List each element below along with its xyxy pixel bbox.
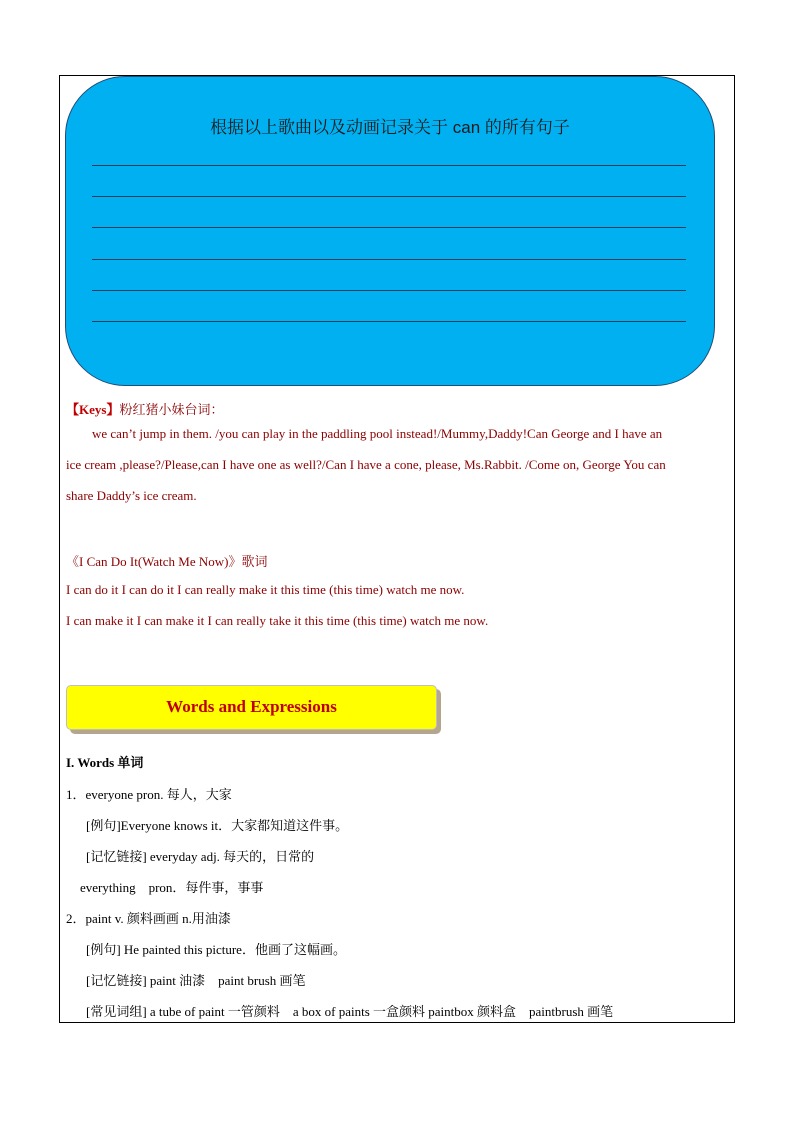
word-example: [例句]Everyone knows it．大家都知道这件事。 — [86, 818, 349, 833]
keys-label: Keys — [79, 402, 107, 417]
keys-bracket-open: 【 — [66, 402, 80, 417]
keys-line: ice cream ,please?/Please,can I have one as well?/Can I have a cone, please, Ms.Rabbit. /Come on, George You can — [66, 457, 666, 472]
word-example: [例句] He painted this picture．他画了这幅画。 — [86, 942, 346, 957]
word-related: everything pron．每件事，事事 — [80, 880, 264, 895]
word-entry: 1．everyone pron. 每人，大家 — [66, 787, 232, 802]
keys-bracket-close: 】 — [106, 402, 120, 417]
word-memory-link: [记忆链接] paint 油漆 paint brush 画笔 — [86, 973, 306, 988]
writing-prompt-box — [65, 76, 715, 386]
keys-line: share Daddy’s ice cream. — [66, 488, 197, 503]
writing-line[interactable] — [92, 227, 686, 228]
writing-line[interactable] — [92, 290, 686, 291]
song-lyric: I can make it I can make it I can really take it this time (this time) watch me now. — [66, 613, 489, 628]
song-title: 《I Can Do It(Watch Me Now)》歌词 — [66, 554, 268, 569]
keys-line: we can’t jump in them. /you can play in the paddling pool instead!/Mummy,Daddy!Can George and I have an — [92, 426, 663, 441]
keys-intro: 粉红猪小妹台词： — [119, 402, 224, 417]
writing-line[interactable] — [92, 196, 686, 197]
prompt-title: 根据以上歌曲以及动画记录关于 can 的所有句子 — [210, 118, 570, 137]
keys-heading — [66, 399, 224, 418]
words-heading: I. Words 单词 — [66, 755, 144, 770]
section-banner — [66, 685, 437, 730]
writing-line[interactable] — [92, 165, 686, 166]
word-entry: 2．paint v. 颜料画画 n.用油漆 — [66, 911, 231, 926]
writing-line[interactable] — [92, 259, 686, 260]
song-lyric: I can do it I can do it I can really make it this time (this time) watch me now. — [66, 582, 465, 597]
writing-line[interactable] — [92, 321, 686, 322]
word-memory-link: [记忆链接] everyday adj. 每天的，日常的 — [86, 849, 315, 864]
word-phrases: [常见词组] a tube of paint 一管颜料 a box of paints 一盒颜料 paintbox 颜料盒 paintbrush 画笔 — [86, 1004, 614, 1019]
banner-label: Words and Expressions — [166, 697, 337, 716]
